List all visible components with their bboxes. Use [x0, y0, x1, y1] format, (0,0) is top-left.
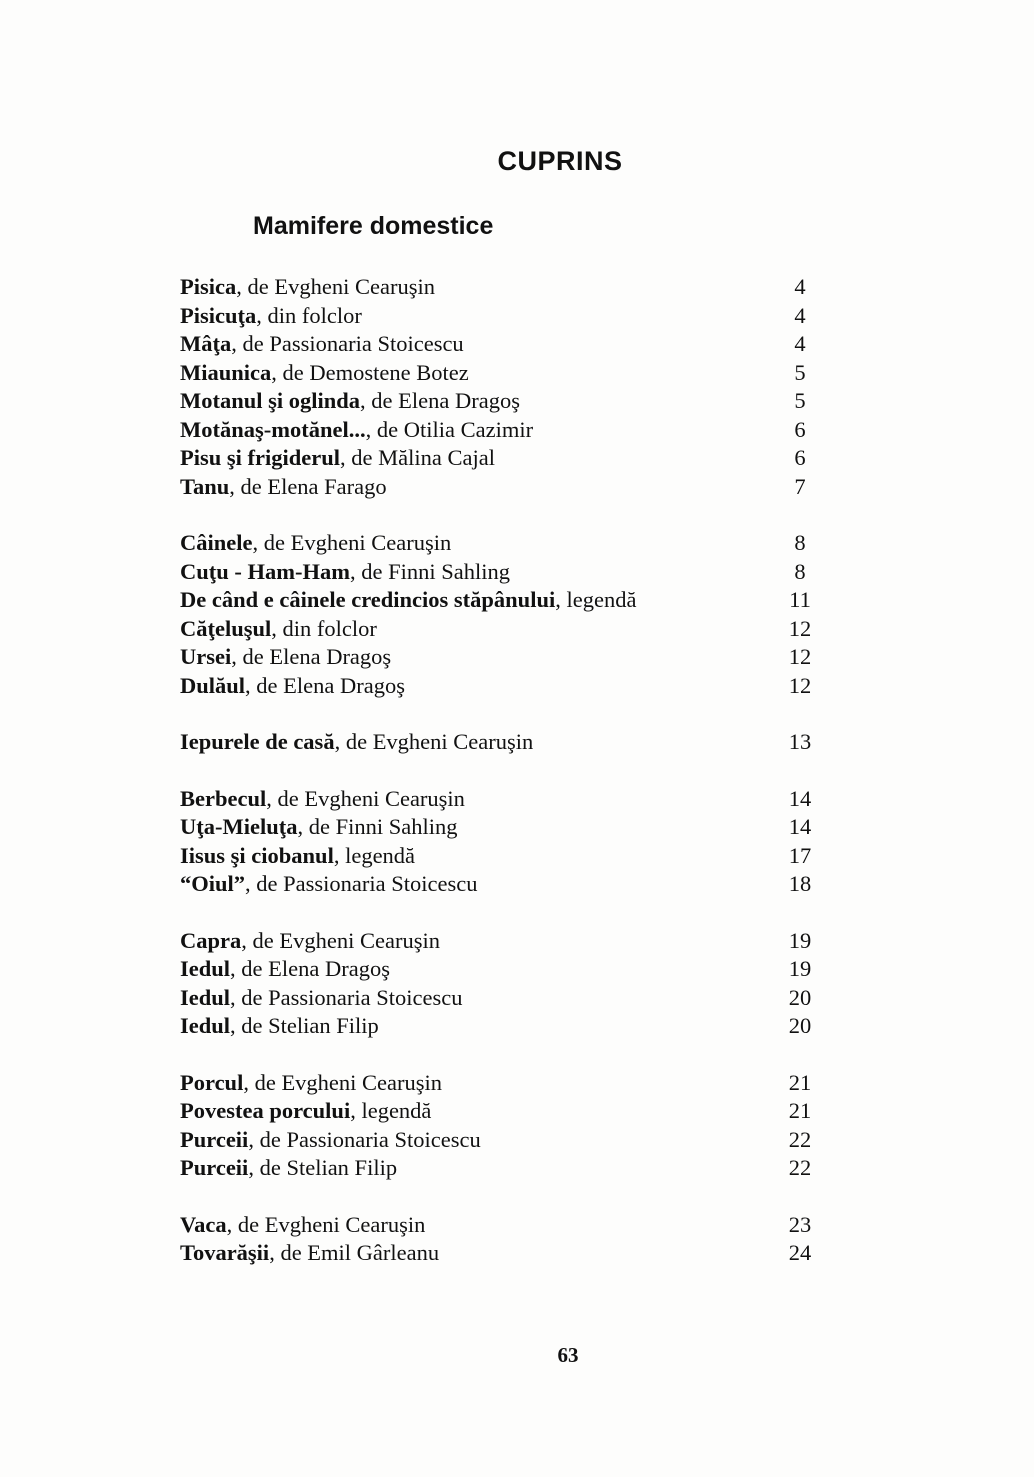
- entry-author: , de Evgheni Cearuşin: [252, 530, 452, 555]
- entry-page: 12: [788, 672, 812, 698]
- entry-author: , legendă: [350, 1098, 432, 1123]
- toc-entry: [180, 1154, 820, 1183]
- entry-author: , de Emil Gârleanu: [269, 1240, 440, 1265]
- entry-author: , de Otilia Cazimir: [365, 416, 534, 442]
- entry-page: 22: [788, 1126, 812, 1152]
- toc-entry: [180, 785, 820, 814]
- entry-author: , de Evgheni Cearuşin: [243, 1069, 443, 1095]
- toc-entry: [180, 842, 820, 871]
- entry-title: Purceii: [180, 1126, 249, 1152]
- page-title: CUPRINS: [497, 146, 623, 176]
- entry-title: Cuţu - Ham-Ham: [180, 558, 350, 584]
- entry-author: , de Evgheni Cearuşin: [241, 927, 440, 953]
- toc-entry: [180, 586, 820, 615]
- entry-page: 6: [794, 416, 806, 442]
- entry-page: 20: [788, 1013, 812, 1038]
- entry-title: Tovarăşii: [180, 1240, 270, 1265]
- entry-title: Câinele: [180, 530, 253, 555]
- entry-author: , de Elena Dragoş: [360, 388, 520, 413]
- entry-author: , de Passionaria Stoicescu: [230, 984, 463, 1010]
- entry-title: Căţeluşul: [180, 615, 272, 641]
- entry-title: Miaunica: [180, 359, 272, 385]
- toc-entry: [180, 416, 820, 445]
- entry-author: , din folclor: [256, 302, 362, 328]
- toc-entry: [180, 387, 820, 416]
- entry-page: 14: [788, 814, 812, 839]
- entry-page: 12: [788, 644, 812, 669]
- toc-entry: [180, 302, 820, 331]
- entry-author: , de Elena Dragoş: [231, 644, 392, 669]
- entry-title: Pisicuţa: [180, 302, 257, 328]
- toc-entry: [180, 927, 820, 956]
- entry-page: 5: [794, 359, 806, 385]
- toc-entry: [180, 1211, 820, 1240]
- entry-author: , de Finni Sahling: [297, 814, 458, 839]
- toc-entry: [180, 728, 820, 757]
- entry-title: Vaca: [180, 1211, 227, 1237]
- toc-entry: [180, 444, 820, 473]
- entry-author: , de Evgheni Cearuşin: [226, 1211, 426, 1237]
- entry-title: Motănaş-motănel...: [180, 416, 366, 442]
- entry-author: , de Evgheni Cearuşin: [266, 785, 465, 811]
- entry-author: , de Demostene Botez: [271, 359, 469, 385]
- toc-group-cats: [180, 273, 820, 501]
- table-of-contents: [180, 273, 820, 1296]
- toc-entry: [180, 558, 820, 587]
- entry-title: “Oiul”: [180, 871, 246, 896]
- entry-author: , de Evgheni Cearuşin: [236, 274, 435, 299]
- entry-author: , din folclor: [271, 615, 377, 641]
- entry-page: 11: [789, 587, 811, 612]
- entry-page: 18: [788, 871, 812, 896]
- toc-group-rabbit: [180, 728, 820, 757]
- toc-entry: [180, 870, 820, 899]
- toc-entry: [180, 359, 820, 388]
- toc-entry: [180, 672, 820, 701]
- entry-page: 4: [794, 274, 806, 299]
- entry-author: , de Stelian Filip: [230, 1013, 379, 1038]
- entry-title: Berbecul: [180, 785, 267, 811]
- entry-page: 21: [788, 1069, 812, 1095]
- entry-page: 14: [788, 785, 812, 811]
- entry-author: , de Passionaria Stoicescu: [245, 871, 478, 896]
- entry-title: Pisica: [180, 274, 237, 299]
- entry-page: 22: [788, 1155, 812, 1180]
- entry-page: 13: [788, 729, 812, 754]
- entry-page: 4: [794, 331, 806, 356]
- entry-page: 19: [788, 956, 812, 981]
- toc-entry: [180, 330, 820, 359]
- entry-page: 24: [788, 1240, 812, 1265]
- entry-title: Iedul: [180, 984, 231, 1010]
- entry-author: , de Mălina Cajal: [340, 445, 495, 470]
- toc-entry: [180, 643, 820, 672]
- entry-title: Povestea porcului: [180, 1098, 351, 1123]
- entry-title: Capra: [180, 927, 242, 953]
- entry-author: , de Elena Dragoş: [245, 672, 405, 698]
- toc-group-cows: [180, 1211, 820, 1268]
- entry-title: Mâţa: [180, 331, 232, 356]
- entry-author: , de Finni Sahling: [350, 558, 511, 584]
- entry-title: Pisu şi frigiderul: [180, 445, 341, 470]
- entry-page: 4: [794, 302, 806, 328]
- entry-page: 7: [794, 473, 806, 499]
- entry-title: Purceii: [180, 1155, 249, 1180]
- toc-group-goats: [180, 927, 820, 1041]
- entry-page: 8: [794, 558, 806, 584]
- toc-entry: [180, 955, 820, 984]
- entry-page: 17: [788, 842, 812, 868]
- entry-title: Iisus şi ciobanul: [180, 842, 334, 868]
- entry-title: Ursei: [180, 644, 232, 669]
- entry-author: , de Elena Farago: [229, 473, 387, 499]
- entry-title: Iedul: [180, 956, 231, 981]
- entry-author: , de Passionaria Stoicescu: [248, 1126, 481, 1152]
- entry-author: , legendă: [333, 842, 416, 868]
- toc-entry: [180, 1126, 820, 1155]
- entry-title: Iepurele de casă: [180, 729, 335, 754]
- entry-title: Porcul: [180, 1069, 244, 1095]
- toc-entry: [180, 1012, 820, 1041]
- toc-group-sheep: [180, 785, 820, 899]
- toc-entry: [180, 813, 820, 842]
- entry-page: 5: [794, 388, 806, 413]
- entry-page: 8: [794, 530, 806, 555]
- entry-page: 12: [788, 615, 812, 641]
- entry-title: Uţa-Mieluţa: [180, 814, 298, 839]
- toc-entry: [180, 615, 820, 644]
- entry-title: Dulăul: [180, 672, 246, 698]
- entry-page: 23: [788, 1211, 812, 1237]
- toc-entry: [180, 1069, 820, 1098]
- entry-author: , legendă: [555, 587, 637, 612]
- entry-author: , de Elena Dragoş: [230, 956, 390, 981]
- toc-entry: [180, 1097, 820, 1126]
- entry-author: , de Evgheni Cearuşin: [334, 729, 534, 754]
- entry-title: De când e câinele credincios stăpânului: [180, 587, 556, 612]
- toc-entry: [180, 529, 820, 558]
- toc-group-dogs: [180, 529, 820, 700]
- toc-entry: [180, 473, 820, 502]
- entry-author: , de Passionaria Stoicescu: [231, 331, 464, 356]
- toc-entry: [180, 984, 820, 1013]
- toc-entry: [180, 1239, 820, 1268]
- entry-page: 21: [788, 1098, 812, 1123]
- entry-page: 19: [788, 927, 812, 953]
- toc-entry: [180, 273, 820, 302]
- entry-page: 6: [794, 445, 806, 470]
- entry-author: , de Stelian Filip: [248, 1155, 398, 1180]
- section-title: Mamifere domestice: [253, 212, 494, 240]
- entry-title: Tanu: [180, 473, 230, 499]
- toc-group-pigs: [180, 1069, 820, 1183]
- entry-page: 20: [788, 984, 812, 1010]
- entry-title: Iedul: [180, 1013, 231, 1038]
- page-number: 63: [557, 1343, 579, 1367]
- entry-title: Motanul şi oglinda: [180, 388, 361, 413]
